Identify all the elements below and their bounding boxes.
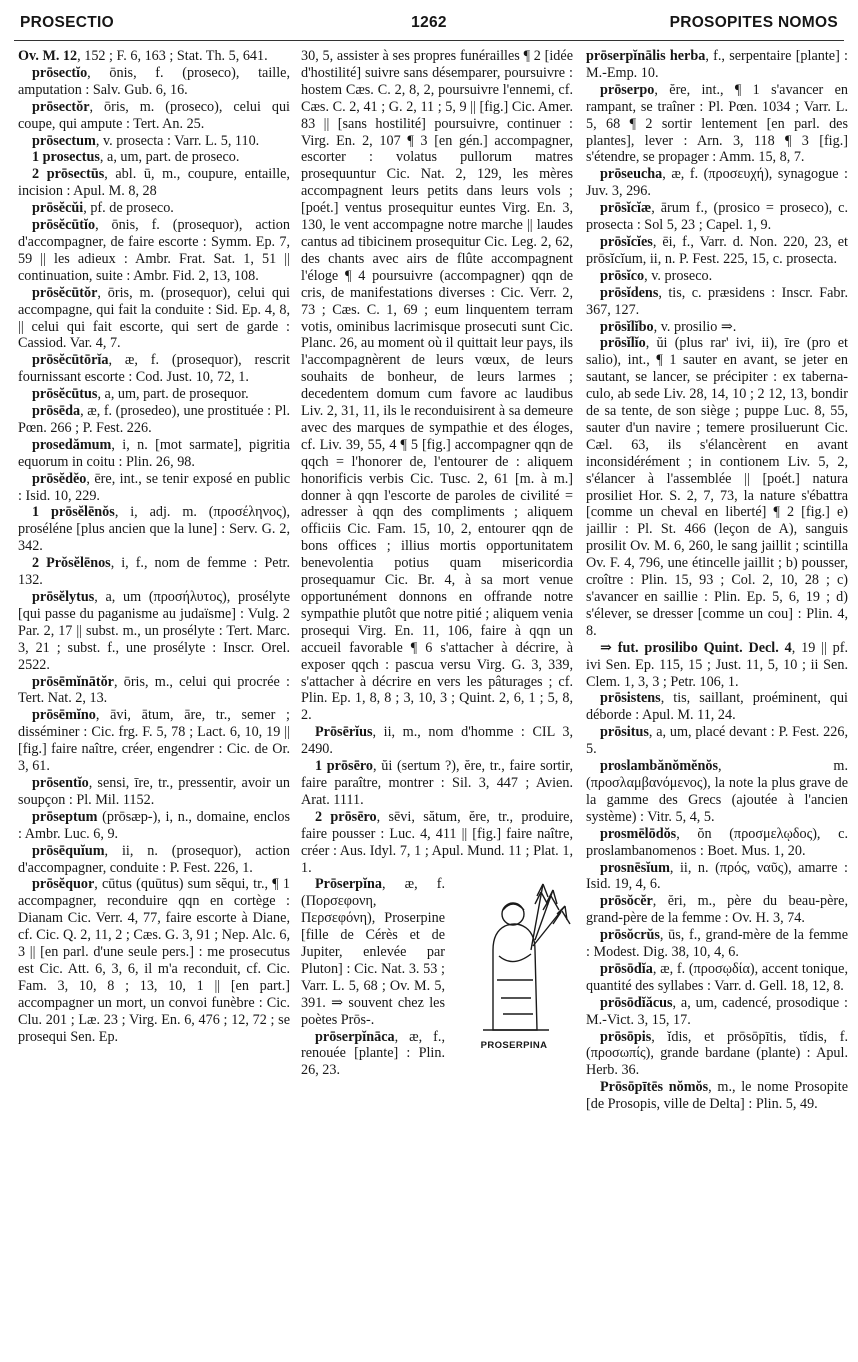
dictionary-entry bbox=[18, 471, 290, 505]
entry-headword: prōsentĭo bbox=[32, 774, 89, 791]
dictionary-entry bbox=[18, 48, 290, 65]
dictionary-entry bbox=[586, 319, 848, 336]
entry-definition: , ĕri, m., père du beau-père, grand-père de la femme : Ov. H. 3, 74. bbox=[586, 893, 848, 927]
entry-definition: , æ, f., renouée [plante] : Plin. 26, 23. bbox=[301, 1028, 445, 1079]
entry-definition: , æ, f. (prosequor), rescrit fournissant escorte : Cod. Just. 10, 72, 1. bbox=[18, 352, 290, 386]
entry-headword: prōsĭlĭo bbox=[600, 335, 646, 352]
entry-definition: , ii, n. (πρός, ναῦς), amarre : Isid. 19, 4, 6. bbox=[586, 859, 848, 893]
entry-definition: , ŭi (sertum ?), ĕre, tr., faire sortir, faire paraître, montrer : Sil. 3, 447 ; Avien. Arat. 1111. bbox=[301, 758, 573, 808]
dictionary-entry bbox=[18, 217, 290, 285]
entry-headword: prōsectŏr bbox=[32, 98, 90, 115]
entry-headword: 1 prosectus bbox=[32, 149, 100, 166]
entry-headword: prōsectum bbox=[32, 132, 96, 149]
running-head-right: PROSOPITES NOMOS bbox=[669, 14, 838, 31]
entry-headword: prōsĭdens bbox=[600, 284, 659, 301]
entry-definition: , a, um, cadencé, prosodique : M.-Vict. 3, 15, 17. bbox=[586, 994, 848, 1028]
entry-headword: prōsēda bbox=[32, 403, 81, 420]
dictionary-entry bbox=[18, 352, 290, 386]
entry-definition: , æ, f. (προσῳδία), accent tonique, quantité des syllabes : Varr. d. Gell. 18, 12, 8. bbox=[586, 960, 848, 994]
entry-definition: , sēvi, sătum, ĕre, tr., produire, faire pousser : Luc. 4, 411 || [fig.] faire naître, créer : Aus. Idyl. 7, 1 ; Apul. Mund. 11 ; Plat. 1, 1. bbox=[301, 808, 573, 876]
entry-headword: 2 prōsēro bbox=[315, 808, 377, 825]
entry-definition: , f., serpentaire [plante] : M.-Emp. 10. bbox=[586, 48, 848, 81]
dictionary-entry bbox=[18, 437, 290, 471]
entry-headword: ⇒ fut. prosilibo Quint. Decl. 4 bbox=[600, 639, 792, 656]
dictionary-entry bbox=[18, 285, 290, 353]
dictionary-entry bbox=[18, 133, 290, 150]
entry-headword: prosnēsĭum bbox=[600, 859, 670, 876]
entry-definition: , ŭi (plus rar' ivi, ii), īre (pro et salio), int., ¶ 1 sauter en avant, se jeter en sautant, se lancer, se précipiter : ex taberna-culo, ab sede Liv. 28, 14, 10 ; 2 12, 13, bondir de sa tente, de son siège ; puppe Luc. 8, 55, sauter d'un navire ; temere prosiluerunt Cic. Cæl. 63, ils s'élancèrent en avant inconsidérément ; in contionem Liv. 5, 2, s'élancer à l'assemblée || [poét.] natura prosiliet Hor. S. 2, 7, 73, la nature s'ébattra [comme un cheval en liberté] ¶ 2 [fig.] e) jaillir : Pl. St. 466 (leçon de A), sanguis prosilit Ov. M. 6, 260, le sang jaillit ; scintilla Ov. F. 4, 796, une étincelle jaillit ; b) pousser, croître : Plin. 15, 93 ; Col. 2, 10, 28 ; c) s'avancer en saillie : Plin. Ep. 5, 6, 19 ; d) s'élever, se dresser [comme un cou] : Plin. 4, 8. bbox=[586, 335, 848, 639]
entry-headword: prōsĭcĭæ bbox=[600, 200, 652, 217]
entry-definition: , a, um, placé devant : P. Fest. 226, 5. bbox=[586, 724, 848, 758]
dictionary-entry bbox=[586, 82, 848, 167]
entry-definition: , tis, c. præsidens : Inscr. Fabr. 367, 127. bbox=[586, 284, 848, 318]
dictionary-entry bbox=[586, 724, 848, 758]
dictionary-entry bbox=[586, 690, 848, 724]
entry-headword: prōsitus bbox=[600, 724, 649, 741]
column-right bbox=[586, 48, 848, 1354]
entry-headword: prosedămum bbox=[32, 436, 112, 453]
entry-headword: prōseucha bbox=[600, 166, 663, 183]
dictionary-entry bbox=[586, 961, 848, 995]
entry-definition: , m. (προσλαμβανόμενος), la note la plus grave de la gamme des Grecs (ajoutée à l'ancien système) : Vitr. 5, 4, 5. bbox=[586, 758, 848, 825]
entry-definition: , ŏn (προσμελῳδος), c. proslambanomenos : Boet. Mus. 1, 20. bbox=[586, 825, 848, 859]
entry-definition: , ēi, f., Varr. d. Non. 220, 23, et prōsĭcĭum, ii, n. P. Fest. 225, 15, c. prosecta. bbox=[586, 233, 848, 267]
header-rule bbox=[14, 40, 844, 41]
entry-headword: Prōsōpītēs nŏmŏs bbox=[600, 1079, 709, 1096]
entry-headword: prōsŏcĕr bbox=[600, 893, 653, 910]
dictionary-entry bbox=[18, 149, 290, 166]
column-left bbox=[18, 48, 290, 1354]
entry-definition: , a, um, part. de proseco. bbox=[99, 149, 240, 166]
dictionary-entry bbox=[586, 200, 848, 234]
entry-headword: prōsĕquor bbox=[32, 876, 95, 893]
entry-headword: prōseptum bbox=[32, 808, 98, 825]
entry-definition: , ii, m., nom d'homme : CIL 3, 2490. bbox=[301, 724, 573, 758]
entry-definition: , m., le nome Prosopite [de Prosopis, ville de Delta] : Plin. 5, 49. bbox=[586, 1079, 848, 1113]
entry-definition: , v. proseco. bbox=[644, 267, 713, 284]
entry-definition: , ōnis, f. (prosequor), action d'accompagner, de faire escorte : Symm. Ep. 7, 59 || les adieux : Ambr. Frat. Sat. 1, 51 || continuation, suite : Ambr. Fid. 2, 13, 108. bbox=[18, 217, 290, 284]
entry-definition: , 19 || pf. ivi Sen. Ep. 115, 15 ; Just. 11, 5, 10 ; ii Sen. Clem. 1, 3, 3 ; Petr. 106, 1. bbox=[586, 639, 848, 690]
entry-headword: Prōserpĭna bbox=[315, 876, 382, 893]
entry-headword: 2 Prŏsĕlēnos bbox=[32, 555, 111, 572]
dictionary-entry bbox=[18, 200, 290, 217]
entry-headword: prōserpĭnālis herba bbox=[586, 48, 706, 64]
entry-definition: , i, adj. m. (προσέληνος), proséléne [plus ancien que la lune] : Serv. G. 2, 342. bbox=[18, 504, 290, 555]
entry-definition: (prōsæp-), i, n., domaine, enclos : Ambr. Luc. 6, 9. bbox=[18, 808, 290, 842]
entry-headword: 1 prōsēro bbox=[315, 758, 374, 775]
entry-definition: , ĕre, int., ¶ 1 s'avancer en rampant, se traîner : Pl. Pœn. 1034 ; Varr. L. 5, 68 ¶ 2 sortir lentement [en parl. des plantes], lever : Arn. 3, 118 ¶ 3 [fig.] s'étendre, se propager : Amm. 15, 8, 7. bbox=[586, 81, 848, 166]
dictionary-entry bbox=[18, 166, 290, 200]
dictionary-entry bbox=[586, 860, 848, 894]
entry-headword: prōsĭlĭbo bbox=[600, 318, 654, 335]
entry-definition: 30, 5, assister à ses propres funérailles ¶ 2 [idée d'hostilité] suivre sans désemparer, poursuivre : hostem Cæs. C. 2, 8, 2, poursuivre l'ennemi, cf. Cæs. C. 2, 41 ; G. 2, 11 ; 5, 9 || [fig.] Cic. Amer. 83 || [sans hostilité] poursuivre, continuer : Virg. En. 2, 107 ¶ 3 [en gén.] accompagner, escorter : volatus pullorum matres prosequuntur Cic. Nat. 2, 129, les mères accompagnent leurs petits dans leurs vols ; [poét.] ventus prosequitur euntes Virg. En. 3, 130, le vent accompagne notre marche || laudes cantus ad tibicinem prosequitur Cic. Leg. 2, 62, des chants avec airs de flûte accompagnent l'éloge ¶ 4 poursuivre (accompagner) qqn de cris, de manifestations diverses : Cic. Verr. 2, 73 ; Cæs. C. 1, 69 ; eum linquentem terram votis, ominibus lacrimisque prosecuti sunt Cic. Planc. 26, au moment où il quittait leur pays, ils l'accompagnèrent de leurs vœux, de leurs souhaits de bonheur, de leurs larmes ; decedentem domum cum favore ac laudibus Liv. 2, 31, 11, ils le reconduisirent à sa demeure avec des marques de sympathie et des éloges, cf. Liv. 39, 55, 4 ¶ 5 [fig.] accompagner qqn de qqch = l'honorer de, l'entourer de : aliquem honorificis verbis Cic. Tusc. 2, 61 [m. à m.] donner à qqn l'escorte de paroles de civilité = adresser à qqn des compliments ; aliquem officiis Cic. Fam. 15, 10, 2, entourer qqn de bons offices ; illius mortis opportunitatem benevolentia potius quam misericordia prosequamur Cic. Br. 4, à sa mort venue opportunément donnons en offrande notre sympathie plutôt que notre pitié ; aliquem venia prosequi Virg. En. 11, 106, faire à qqn un accueil favorable ¶ 6 s'attacher à décrire, à exposer qqch : pascua versu Virg. G. 3, 339, s'attacher à décrire en vers les pâturages ; cf. Plin. Ep. 1, 8, 8 ; 3, 10, 3 ; Quint. 2, 6, 1 ; 5, 8, 2. bbox=[301, 48, 573, 724]
entry-headword: Prōsērĭus bbox=[315, 724, 373, 741]
running-head-left: PROSECTIO bbox=[20, 14, 114, 31]
entry-definition: , ōris, m. (prosequor), celui qui accompagne, qui fait la conduite : Sid. Ep. 4, 8, || celui qui fait escorte, qui sert de garde : Cassiod. Var. 4, 7. bbox=[18, 284, 290, 352]
entry-headword: Ov. M. 12 bbox=[18, 48, 78, 64]
dictionary-entry bbox=[301, 724, 573, 758]
entry-definition: , a, um, part. de prosequor. bbox=[97, 386, 249, 403]
entry-definition: , v. prosilio ⇒. bbox=[653, 318, 737, 335]
entry-definition: , ōnis, f. (proseco), taille, amputation : Salv. Gub. 6, 16. bbox=[18, 64, 290, 98]
entry-headword: prōsĕcūtōrĭa bbox=[32, 352, 109, 369]
dictionary-entry bbox=[301, 48, 573, 724]
entry-definition: , i, n. [mot sarmate], pigritia equorum in coitu : Plin. 26, 98. bbox=[18, 436, 290, 470]
dictionary-entry bbox=[18, 589, 290, 674]
dictionary-entry bbox=[586, 1029, 848, 1080]
dictionary-entry bbox=[18, 809, 290, 843]
dictionary-entry bbox=[18, 876, 290, 1045]
entry-headword: prōsĭco bbox=[600, 267, 645, 284]
entry-headword: prōsēmĭno bbox=[32, 707, 96, 724]
entry-headword: prōsēmĭnātŏr bbox=[32, 673, 114, 690]
entry-definition: , ārum f., (prosico = proseco), c. prosecta : Sol 5, 23 ; Capel. 1, 9. bbox=[586, 200, 848, 234]
entry-definition: , cūtus (quūtus) sum sĕqui, tr., ¶ 1 accompagner, reconduire qqn en cortège : Dianam Cic. Verr. 4, 77, faire escorte à Diane, cf. Cic. Q. 2, 11, 2 ; Cæs. G. 3, 91 ; Nep. Alc. 6, 3 || [en parl. d'une seule pers.] : me prosecutus est Cic. Att. 6, 3, 6, il m'a reconduit, cf. Cic. Fam. 3, 10, 8 ; 13, 10, 1 || [en part.] accompagner un mort, un convoi funèbre : Cic. Clu. 201 ; Læ. 23 ; Virg. En. 6, 476 ; 12, 72 ; se prosequi Sen. Ep. bbox=[18, 876, 290, 1045]
entry-headword: prōsĕcūtĭo bbox=[32, 217, 96, 234]
dictionary-entry bbox=[586, 758, 848, 826]
dictionary-entry bbox=[586, 166, 848, 200]
dictionary-entry bbox=[586, 285, 848, 319]
entry-headword: prōsistens bbox=[600, 690, 661, 707]
entry-definition: , i, f., nom de femme : Petr. 132. bbox=[18, 555, 290, 589]
column-middle bbox=[301, 48, 573, 1354]
entry-headword: prōsŏcrŭs bbox=[600, 927, 660, 944]
dictionary-entry bbox=[18, 403, 290, 437]
entry-headword: prōsectĭo bbox=[32, 64, 88, 81]
dictionary-entry bbox=[586, 893, 848, 927]
dictionary-entry bbox=[586, 335, 848, 639]
entry-definition: , ĭdis, et prōsōpītis, tĭdis, f. (προσωπίς), grande bardane (plante) : Apul. Herb. 36. bbox=[586, 1028, 848, 1079]
entry-headword: prosmēlōdŏs bbox=[600, 825, 677, 842]
entry-headword: prōsĕcūtŏr bbox=[32, 284, 98, 301]
dictionary-entry bbox=[18, 674, 290, 708]
entry-definition: , abl. ū, m., coupure, entaille, incision : Apul. M. 8, 28 bbox=[18, 166, 290, 200]
entry-definition: , æ, f. (Πορσεφονη, Περσεφόνη), Proserpine [fille de Cérès et de Jupiter, enlevée par Pluton] : Cic. Nat. 3. 53 ; Varr. L. 5, 68 ; Ov. M. 5, 391. ⇒ souvent chez les poètes Prōs-. bbox=[301, 876, 445, 1028]
dictionary-entry bbox=[586, 234, 848, 268]
dictionary-entry bbox=[18, 99, 290, 133]
entry-definition: , ii, n. (prosequor), action d'accompagner, conduite : P. Fest. 226, 1. bbox=[18, 842, 290, 876]
entry-definition: , v. prosecta : Varr. L. 5, 110. bbox=[95, 132, 260, 149]
entry-definition: , ōris, m. (proseco), celui qui coupe, qui ampute : Tert. An. 25. bbox=[18, 98, 290, 132]
entry-definition: , ūs, f., grand-mère de la femme : Modest. Dig. 38, 10, 4, 6. bbox=[586, 927, 848, 961]
entry-definition: , 152 ; F. 6, 163 ; Stat. Th. 5, 641. bbox=[77, 48, 268, 64]
entry-definition: , tis, saillant, proéminent, qui déborde : Apul. M. 11, 24. bbox=[586, 690, 848, 724]
entry-headword: prōserpĭnāca bbox=[315, 1028, 395, 1045]
entry-headword: prōsĭcĭes bbox=[600, 233, 653, 250]
entry-headword: prōsĕcūtus bbox=[32, 386, 98, 403]
proserpina-illustration bbox=[453, 880, 573, 1052]
dictionary-entry bbox=[18, 775, 290, 809]
dictionary-entry bbox=[18, 504, 290, 555]
dictionary-entry bbox=[18, 65, 290, 99]
entry-definition: , sensi, īre, tr., pressentir, avoir un soupçon : Pl. Mil. 1152. bbox=[18, 774, 290, 808]
entry-definition: , ōris, m., celui qui procrée : Tert. Nat. 2, 13. bbox=[18, 673, 290, 707]
dictionary-entry bbox=[301, 758, 573, 809]
entry-headword: prōsĕcŭi bbox=[32, 200, 84, 217]
entry-headword: prōsēquĭum bbox=[32, 842, 105, 859]
dictionary-entry bbox=[586, 640, 848, 691]
dictionary-entry bbox=[18, 386, 290, 403]
entry-headword: prōsōdĭăcus bbox=[600, 994, 673, 1011]
entry-definition: , ēre, int., se tenir exposé en public : Isid. 10, 229. bbox=[18, 470, 290, 504]
dictionary-entry bbox=[18, 707, 290, 775]
dictionary-entry bbox=[301, 809, 573, 877]
entry-headword: prōsōpis bbox=[600, 1028, 652, 1045]
page-number: 1262 bbox=[411, 14, 447, 31]
entry-headword: 2 prōsectūs bbox=[32, 166, 105, 183]
dictionary-entry bbox=[18, 843, 290, 877]
entry-definition: , æ, f. (prosedeo), une prostituée : Pl. Pœn. 266 ; P. Fest. 226. bbox=[18, 403, 290, 436]
dictionary-entry bbox=[586, 48, 848, 82]
entry-definition: , a, um (προσήλυτος), prosélyte [qui passe du paganisme au judaïsme] : Vulg. 2 Par. 2, 17 || subst. m., un prosélyte : Tert. Marc. 3, 21 ; subst. f., une prosélyte : Inscr. Orel. 2522. bbox=[18, 589, 290, 673]
entry-headword: prōsĕlytus bbox=[32, 589, 95, 605]
entry-headword: prōsōdĭa bbox=[600, 960, 653, 977]
dictionary-entry bbox=[18, 555, 290, 589]
dictionary-entry bbox=[586, 927, 848, 961]
dictionary-entry bbox=[586, 995, 848, 1029]
dictionary-entry bbox=[586, 1079, 848, 1113]
dictionary-entry bbox=[586, 826, 848, 860]
entry-headword: 1 prōsĕlēnŏs bbox=[32, 504, 115, 521]
entry-definition: , æ, f. (προσευχή), synagogue : Juv. 3, 296. bbox=[586, 166, 848, 200]
entry-definition: , pf. de proseco. bbox=[83, 200, 174, 217]
illustration-caption: PROSERPINA bbox=[480, 1040, 548, 1052]
entry-headword: prōsĕdĕo bbox=[32, 470, 87, 487]
entry-headword: prōserpo bbox=[600, 81, 655, 98]
entry-definition: , āvi, ātum, āre, tr., semer ; disséminer : Cic. frg. F. 5, 78 ; Lact. 6, 10, 19 || [fig.] faire naître, créer, engendrer : Cic. de Or. 3, 61. bbox=[18, 707, 290, 775]
entry-headword: proslambănŏmĕnŏs bbox=[600, 758, 718, 775]
dictionary-entry bbox=[586, 268, 848, 285]
